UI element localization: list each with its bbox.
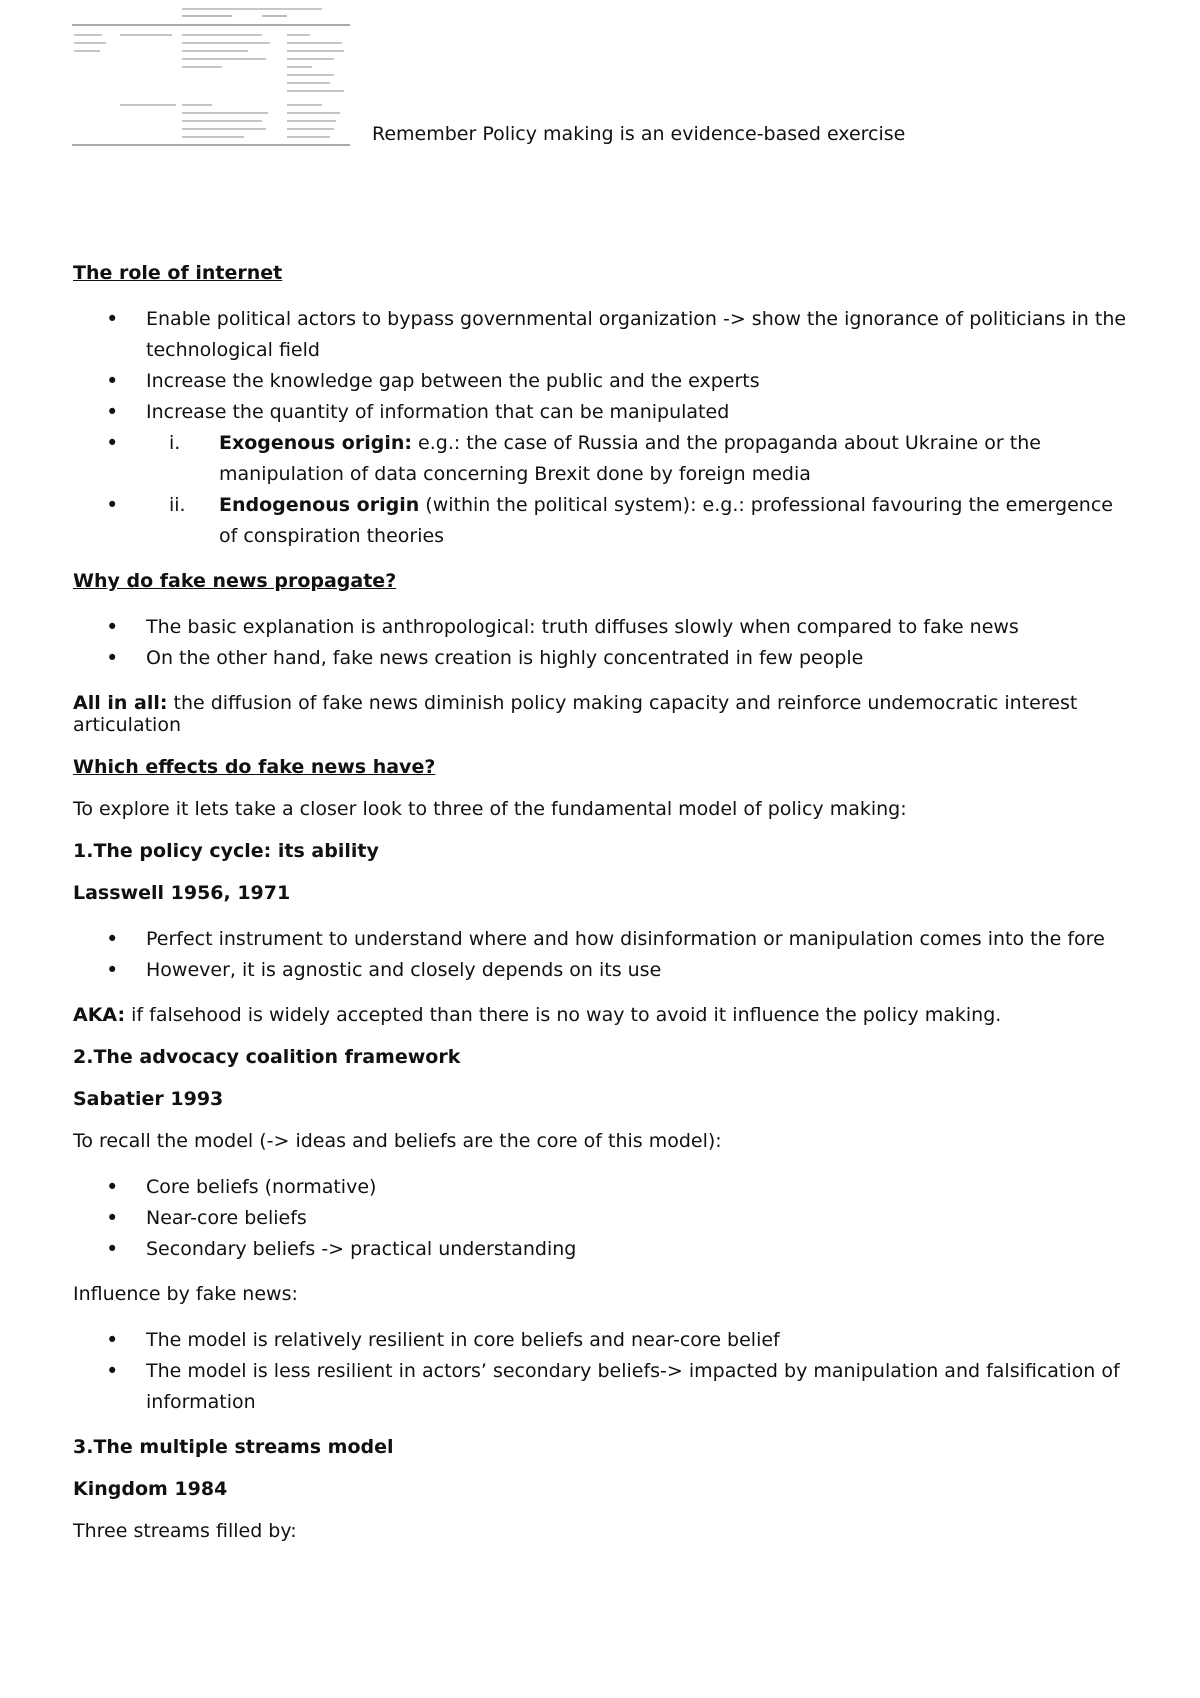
list-item-text: Increase the quantity of information that can be manipulated bbox=[146, 401, 730, 423]
influence-intro: Influence by fake news: bbox=[73, 1283, 298, 1305]
origin-sublist bbox=[146, 428, 1133, 552]
list-item: • The basic explanation is anthropological: truth diffuses slowly when compared to fake news bbox=[73, 612, 1133, 643]
advocacy-recall: To recall the model (-> ideas and beliefs are the core of this model): bbox=[73, 1130, 722, 1152]
policy-cycle-title: 1.The policy cycle: its ability bbox=[73, 840, 379, 862]
heading-why-propagate: Why do fake news propagate? bbox=[73, 570, 397, 592]
streams-reference: Kingdom 1984 bbox=[73, 1478, 228, 1500]
advocacy-title: 2.The advocacy coalition framework bbox=[73, 1046, 461, 1068]
list-item: • However, it is agnostic and closely depends on its use bbox=[73, 955, 1133, 986]
all-in-all-label: All in all: bbox=[73, 692, 168, 714]
aka-text: if falsehood is widely accepted than there is no way to avoid it influence the policy making. bbox=[125, 1004, 1002, 1026]
note-text: Remember Policy making is an evidence-based exercise bbox=[372, 123, 906, 145]
list-item: • On the other hand, fake news creation is highly concentrated in few people bbox=[73, 643, 1133, 674]
sublist-label: Endogenous origin bbox=[219, 494, 420, 516]
sublist-item bbox=[73, 428, 1133, 490]
roman-numeral: • i. bbox=[169, 432, 181, 454]
list-item: • The model is less resilient in actors’ secondary beliefs-> impacted by manipulation and falsification of information bbox=[73, 1356, 1133, 1418]
notes-body bbox=[73, 262, 1133, 1562]
sublist-label: Exogenous origin: bbox=[219, 432, 412, 454]
all-in-all-paragraph bbox=[73, 692, 1133, 736]
list-item: • Near-core beliefs bbox=[73, 1203, 1133, 1234]
list-item: • Core beliefs (normative) bbox=[73, 1172, 1133, 1203]
policy-cycle-bullets bbox=[73, 924, 1133, 986]
list-item: • Enable political actors to bypass governmental organization -> show the ignorance of politicians in the technological field bbox=[73, 304, 1133, 366]
heading-effects: Which effects do fake news have? bbox=[73, 756, 436, 778]
roman-numeral: • ii. bbox=[169, 494, 186, 516]
streams-intro: Three streams filled by: bbox=[73, 1520, 297, 1542]
list-item: • The model is relatively resilient in core beliefs and near-core belief bbox=[73, 1325, 1133, 1356]
list-item: • Secondary beliefs -> practical understanding bbox=[73, 1234, 1133, 1265]
sublist-text: (within the political system): e.g.: professional favouring the emergence of conspiration theories bbox=[219, 494, 1113, 547]
internet-bullets bbox=[73, 304, 1133, 552]
embedded-table-image bbox=[72, 0, 350, 146]
list-item: • Perfect instrument to understand where and how disinformation or manipulation comes into the fore bbox=[73, 924, 1133, 955]
propagate-bullets bbox=[73, 612, 1133, 674]
beliefs-bullets bbox=[73, 1172, 1133, 1265]
influence-bullets bbox=[73, 1325, 1133, 1418]
list-item bbox=[73, 397, 1133, 552]
aka-paragraph bbox=[73, 1004, 1133, 1026]
effects-intro: To explore it lets take a closer look to three of the fundamental model of policy making: bbox=[73, 798, 907, 820]
policy-cycle-reference: Lasswell 1956, 1971 bbox=[73, 882, 291, 904]
list-item: • Increase the knowledge gap between the public and the experts bbox=[73, 366, 1133, 397]
advocacy-reference: Sabatier 1993 bbox=[73, 1088, 224, 1110]
aka-label: AKA: bbox=[73, 1004, 126, 1026]
sublist-text: e.g.: the case of Russia and the propaganda about Ukraine or the manipulation of data concerning Brexit done by foreign media bbox=[219, 432, 1041, 485]
heading-role-of-internet: The role of internet bbox=[73, 262, 283, 284]
sublist-item bbox=[73, 490, 1133, 552]
streams-title: 3.The multiple streams model bbox=[73, 1436, 394, 1458]
all-in-all-text: the diffusion of fake news diminish policy making capacity and reinforce undemocratic interest articulation bbox=[73, 692, 1078, 736]
